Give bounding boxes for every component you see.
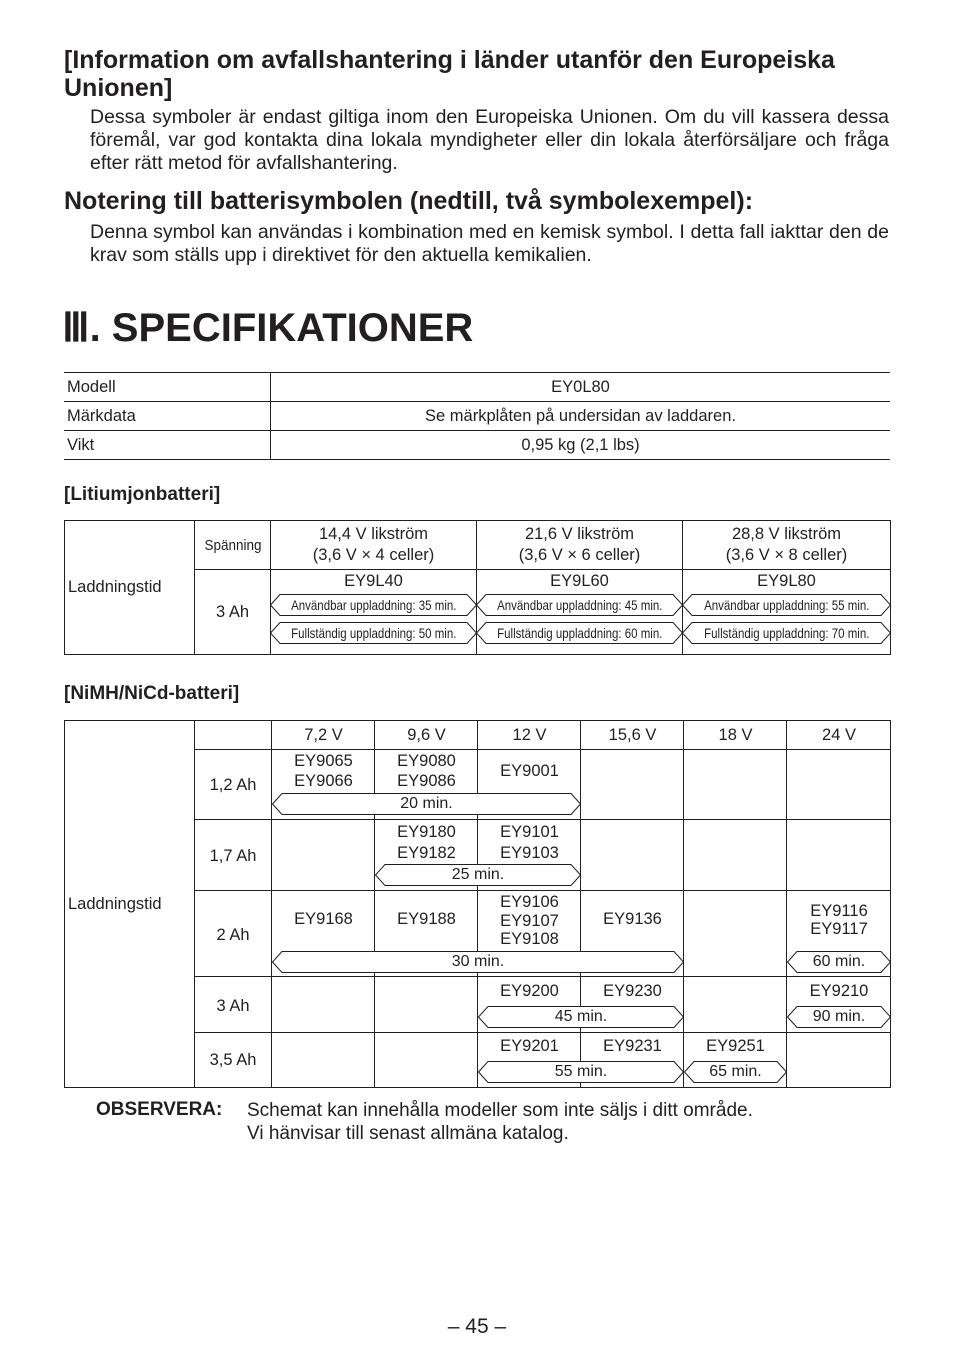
spec-value: 0,95 kg (2,1 lbs) [271,431,891,460]
charge-time-arrow [375,864,581,886]
disposal-heading: [Information om avfallshantering i länder utanför den Europeiska Unionen] [64,46,835,102]
charge-time-arrow [682,622,891,644]
li-model-cell [477,570,683,655]
model-cell: EY9101 EY9103 [500,823,559,862]
charge-time-arrow [270,594,477,616]
charge-time-text: 20 min. [400,795,453,812]
nimh-table [64,720,891,1088]
model-cell: EY9065 EY9066 [294,752,353,790]
battery-symbol-body: Denna symbol kan användas i kombination med en kemisk symbol. I detta fall iakttar den de krav som ställs upp i direktivet för den aktuella kemikalien. [90,221,889,266]
li-model-cell [683,570,891,655]
model-cell: EY9001 [500,762,559,780]
capacity-label: 3 Ah [216,997,250,1015]
voltage-line: 28,8 V likström [731,525,842,543]
voltage-header: 18 V [718,726,753,744]
voltage-line: 21,6 V likström [524,525,635,543]
model-cell: EY9251 [706,1037,765,1055]
disposal-body: Dessa symboler är endast giltiga inom den Europeiska Unionen. Om du vill kassera dessa föremål, var god kontakta dina lokala myndigheter eller din lokala återförsäljare och fråga efter rätt metod för avfallshantering. [90,106,889,174]
spec-label: Märkdata [64,402,271,431]
spec-label: Modell [64,373,271,402]
charge-time-text: Användbar uppladdning: 35 min. [290,597,457,613]
spec-row [64,402,890,431]
li-model-name: EY9L40 [344,572,403,590]
model-cell: EY9230 [603,982,662,1000]
model-cell: EY9168 [294,910,353,928]
model-cell: EY9136 [603,910,662,928]
cell-line: (3,6 V × 4 celler) [312,546,435,564]
li-voltage-label: Spänning [198,521,266,570]
li-voltage-col [683,521,891,570]
charge-time-arrow [478,1061,684,1083]
voltage-header: 9,6 V [407,726,446,744]
charge-time-arrow [272,793,581,815]
capacity-label: 3,5 Ah [209,1051,257,1069]
li-model-name: EY9L80 [757,572,816,590]
charge-time-text: Fullständig uppladdning: 50 min. [290,625,457,641]
charge-time-arrow [684,1061,787,1083]
charge-time-arrow [270,622,477,644]
nimh-row-label: Laddningstid [68,895,162,913]
charge-time-text: Fullständig uppladdning: 70 min. [703,625,870,641]
spec-table [64,372,890,460]
voltage-line: 14,4 V likström [318,525,429,543]
model-cell: EY9200 [500,982,559,1000]
page-number: – 45 – [447,1315,507,1338]
model-cell: EY9210 [809,982,869,1000]
voltage-header: 12 V [512,726,547,744]
charge-time-text: 65 min. [709,1063,762,1080]
model-cell: EY9188 [397,910,456,928]
voltage-header: 7,2 V [304,726,343,744]
charge-time-arrow [478,1006,684,1028]
cell-line: (3,6 V × 6 celler) [518,546,641,564]
charge-time-text: 30 min. [451,953,505,970]
note-line: Vi hänvisar till senast allmäna katalog. [247,1123,569,1144]
charge-time-arrow [787,951,891,973]
note-text [247,1099,753,1145]
capacity-label: 1,7 Ah [209,847,257,865]
charge-time-text: 25 min. [451,866,505,883]
charge-time-arrow [787,1006,891,1028]
model-cell: EY9106 EY9107 EY9108 [500,893,559,948]
charge-time-text: Fullständig uppladdning: 60 min. [496,625,663,641]
charge-time-text: 90 min. [812,1008,866,1025]
spec-row [64,431,890,460]
model-cell: EY9201 [500,1037,559,1055]
charge-time-text: Användbar uppladdning: 45 min. [496,597,663,613]
li-ion-table [64,520,891,655]
cell-line: (3,6 V × 8 celler) [725,546,848,564]
charge-time-arrow [682,594,891,616]
li-ion-title: [Litiumjonbatteri] [64,484,221,505]
model-cell: EY9231 [603,1037,662,1055]
charge-time-text: 45 min. [554,1008,608,1025]
capacity-label: 1,2 Ah [209,776,257,794]
spec-row [64,373,890,402]
voltage-header: 15,6 V [608,726,657,744]
nimh-title: [NiMH/NiCd-batteri] [64,683,240,704]
model-cell: EY9180 EY9182 [397,823,456,862]
charge-time-text: Användbar uppladdning: 55 min. [703,597,870,613]
charge-time-arrow [476,594,683,616]
li-voltage-col [271,521,477,570]
battery-symbol-heading: Notering till batterisymbolen (nedtill, två symbolexempel): [64,187,754,215]
model-cell: EY9116 EY9117 [810,902,868,938]
spec-title: Ⅲ. SPECIFIKATIONER [62,306,474,350]
model-cell: EY9080 EY9086 [397,752,456,790]
li-capacity: 3 Ah [195,570,271,655]
spec-value: EY0L80 [271,373,891,402]
li-voltage-col [477,521,683,570]
charge-time-text: 60 min. [812,953,866,970]
spec-value: Se märkplåten på undersidan av laddaren. [271,402,891,431]
li-model-cell [271,570,477,655]
charge-time-text: 55 min. [554,1063,608,1080]
spec-label: Vikt [64,431,271,460]
capacity-label: 2 Ah [216,926,250,944]
voltage-header: 24 V [822,726,856,744]
note-label: OBSERVERA: [96,1099,223,1120]
charge-time-arrow [476,622,683,644]
charge-time-arrow [272,951,684,973]
li-row-label: Laddningstid [65,521,195,655]
note-line: Schemat kan innehålla modeller som inte säljs i ditt område. [247,1100,753,1121]
li-model-name: EY9L60 [550,572,609,590]
